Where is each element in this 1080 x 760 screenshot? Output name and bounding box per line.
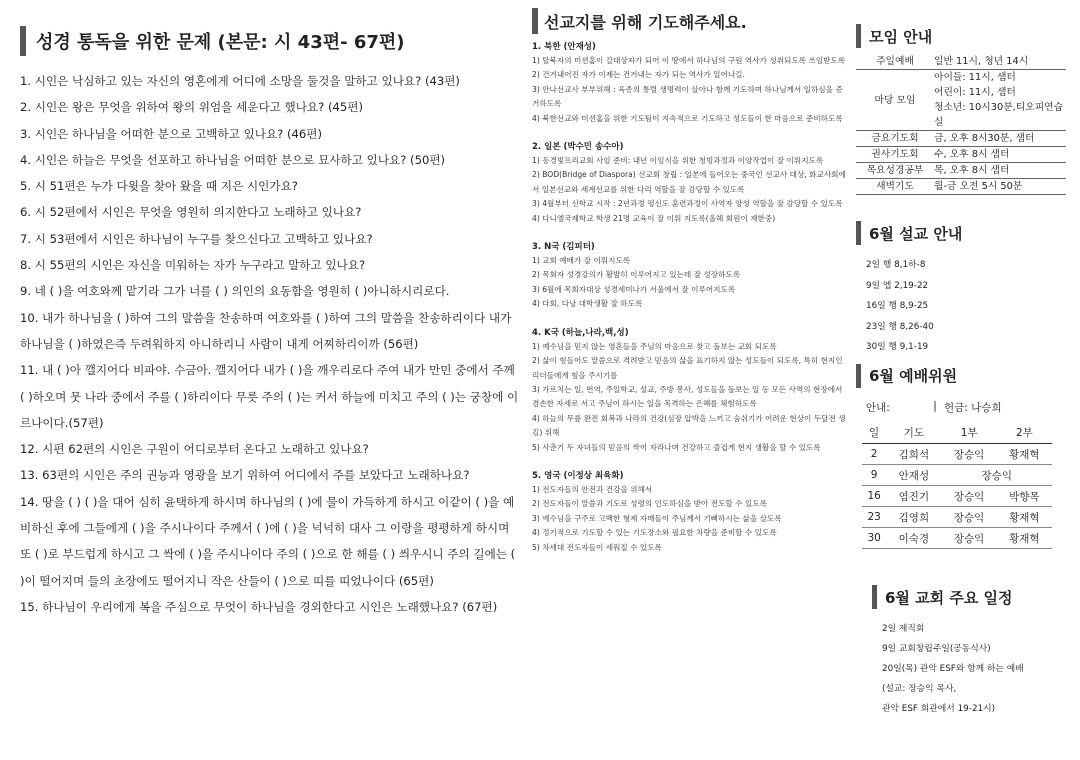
sermon-item: 9일 엡 2,19-22 <box>866 280 929 291</box>
officers-header-cell: 기도 <box>886 423 941 444</box>
prayer-item: 1) 전도자들의 안전과 건강을 위해서 <box>532 484 653 494</box>
questions-heading <box>20 26 520 56</box>
table-cell: 염진기 <box>886 486 941 507</box>
mission-region-title: 1. 북한 (안재성) <box>532 42 596 52</box>
prayer-item: 2) 전도자들이 말씀과 기도로 성령의 인도하심을 받아 전도할 수 있도록 <box>532 499 767 509</box>
prayer-item: 4) 하늘의 무릎 완전 회복과 나라의 건강(심장 압박을 느끼고 숨쉬기가 어려운 현상이 두달전 생김) 위해 <box>532 413 846 438</box>
questions-title: 성경 통독을 위한 문제 (본문: 시 43편- 67편) <box>36 32 405 53</box>
mission-region-title: 5. 영국 (이정상 최육화) <box>532 470 624 481</box>
meeting-detail-line: 목, 오후 8시 샘터 <box>934 165 1010 176</box>
prayer-item: 5) 사춘기 두 자녀들의 믿음의 싹이 자라나며 건강하고 즐겁게 현지 생활을 할 수 있도록 <box>532 442 821 452</box>
question-item: 7. 시 53편에서 시인은 하나님이 누구를 찾으신다고 고백하고 있나요? <box>20 231 373 246</box>
heading-bar <box>20 26 26 56</box>
mission-region <box>532 240 850 312</box>
officers-header-cell: 1부 <box>942 423 997 444</box>
meeting-name: 마당 모임 <box>874 94 916 106</box>
table-cell: 장승익 <box>942 444 997 465</box>
mission-region <box>532 40 850 126</box>
officers-heading <box>856 364 1066 388</box>
question-item: 2. 시인은 왕은 무엇을 위하여 왕의 위엄을 세운다고 했나요? (45편) <box>20 100 363 115</box>
meeting-name: 금요기도회 <box>871 133 919 144</box>
table-cell: 장승익 <box>942 507 997 528</box>
table-cell: 김희석 <box>886 444 941 465</box>
table-cell: 황재혁 <box>997 507 1052 528</box>
table-cell: 장승익 <box>942 486 997 507</box>
prayer-item: 2) 목회자 성경강의가 활발히 이루어지고 있는데 잘 성장하도록 <box>532 270 741 280</box>
heading-bar <box>856 24 861 48</box>
table-cell: 황재혁 <box>997 444 1052 465</box>
mission-list <box>532 40 850 555</box>
meeting-detail-line: 일반 11시, 청년 14시 <box>934 56 1029 67</box>
officers-summary <box>856 400 1066 415</box>
question-item: 10. 내가 하나님을 ( )하여 그의 말씀을 찬송하며 여호와를 ( )하여 그의 말씀을 찬송하리이다 내가 하나님을 ( )하였은즉 두려워하지 아니하리니 사람이 내게 어찌하리이까 (56편) <box>20 310 512 351</box>
sermons-heading <box>856 221 1066 245</box>
mission-region <box>532 469 850 555</box>
meeting-name: 새벽기도 <box>876 181 914 192</box>
officers-header-cell: 2부 <box>997 423 1052 444</box>
sermons-title: 6월 설교 안내 <box>869 224 963 243</box>
meeting-name: 권사기도회 <box>871 149 919 160</box>
mission-region-title: 3. N국 (김피터) <box>532 242 595 253</box>
question-item: 4. 시인은 하늘은 무엇을 선포하고 하나님을 어떠한 분으로 묘사하고 있나요? (50편) <box>20 152 446 167</box>
heading-bar <box>856 221 861 245</box>
meeting-heading <box>856 24 1066 48</box>
prayer-item: 3) 예수님을 구주로 고백한 형제 자매들이 주님께서 기뻐하시는 삶을 살도록 <box>532 513 782 523</box>
event-item: 20일(목) 관악 ESF와 함께 하는 예배 <box>882 664 1024 674</box>
table-cell: 안재성 <box>886 465 941 486</box>
meeting-detail <box>934 147 1066 162</box>
table-row <box>862 486 1052 507</box>
question-item: 9. 네 ( )을 여호와께 맡기라 그가 너를 ( ) 의인의 요동함을 영원히 ( )아니하시리로다. <box>20 284 450 299</box>
sermon-list <box>856 255 1066 358</box>
officers-header-row <box>862 423 1052 444</box>
heading-bar <box>532 8 538 34</box>
prayer-item: 1) 동경빛프리교회 사임 준비: 내년 이임식을 위한 청빙과정과 이양작업이 잘 이뤄지도록 <box>532 156 824 166</box>
meeting-detail <box>934 70 1066 130</box>
mission-section <box>532 8 850 555</box>
prayer-item: 1) 탈북자의 미션홈이 갈대상자가 되어 이 땅에서 하나님의 구원 역사가 성취되도록 쓰임받도록 <box>532 56 846 65</box>
meeting-detail <box>934 131 1066 146</box>
prayer-item: 3) 4월부터 신학교 시작 : 2년과정 평신도 훈련과정이 사역자 양성 역할을 잘 감당할 수 있도록 <box>532 199 843 209</box>
officers-table <box>862 423 1052 550</box>
table-cell: 김영희 <box>886 507 941 528</box>
prayer-item: 3) 안나선교사 부부위해 : 육종의 통렬 생명력이 살아나 함께 기도하며 하나님께서 일하심을 증거하도록 <box>532 84 843 109</box>
questions-section <box>20 26 520 620</box>
table-cell: 30 <box>862 528 886 549</box>
prayer-item: 1) 교회 예배가 잘 이뤄지도록 <box>532 256 631 266</box>
prayer-item: 3) 6월에 목회자대상 성경세미나가 서울에서 잘 이루어지도록 <box>532 284 736 294</box>
sermon-item: 30일 행 9,1-19 <box>866 342 929 352</box>
table-cell: 박향목 <box>997 486 1052 507</box>
question-item: 3. 시인은 하나님을 어떠한 분으로 고백하고 있나요? (46편) <box>20 126 323 141</box>
prayer-item: 2) BOD(Bridge of Diaspora) 선교회 창립 : 일본에 들어오는 중국인 선교사 대상, 화교사회에서 일본선교와 세계선교를 위한 다리 역할을 잘 감당할 수 있도록 <box>532 170 846 194</box>
events-title: 6월 교회 주요 일정 <box>885 588 1013 607</box>
meeting-name: 주일예배 <box>876 56 914 67</box>
meeting-row <box>856 54 1066 70</box>
meeting-row <box>856 131 1066 147</box>
events-heading <box>872 585 1066 609</box>
meeting-table <box>856 54 1066 195</box>
event-item: (설교: 장승익 목사, <box>882 684 957 694</box>
table-cell: 장승익 <box>942 465 1053 486</box>
table-cell: 이숙경 <box>886 528 941 549</box>
prayer-item: 4) 정기적으로 기도할 수 있는 기도장소와 필요한 차량을 준비할 수 있도록 <box>532 528 777 538</box>
meeting-detail-line: 청소년: 10시30분,티오피연습실 <box>934 102 1064 128</box>
event-item: 9일 교회창립주일(공동식사) <box>882 644 991 654</box>
mission-region <box>532 140 850 226</box>
question-item: 15. 하나님이 우리에게 복을 주심으로 무엇이 하나님을 경외한다고 시인은 노래했나요? (67편) <box>20 599 498 614</box>
question-list <box>20 68 520 620</box>
officers-title: 6월 예배위원 <box>869 367 958 385</box>
prayer-item: 1) 예수님을 믿지 않는 영혼들을 주님의 마음으로 찾고 돌보는 교회 되도록 <box>532 341 777 351</box>
table-row <box>862 528 1052 549</box>
table-cell: 16 <box>862 486 886 507</box>
table-cell: 9 <box>862 465 886 486</box>
meeting-row <box>856 163 1066 179</box>
officers-header-cell: 일 <box>862 423 886 444</box>
event-item: 2일 제직회 <box>882 624 925 634</box>
meeting-detail-line: 어린이: 11시, 샘터 <box>934 87 1016 98</box>
table-cell: 황재혁 <box>997 528 1052 549</box>
table-cell: 23 <box>862 507 886 528</box>
meeting-detail-line: 금, 오후 8시30분, 샘터 <box>934 133 1035 144</box>
prayer-item: 3) 가르치는 일, 번역, 주일학교, 설교, 주방 봉사, 성도들을 돌보는 일 등 모든 사역의 현장에서 겸손한 자세로 서고 주님이 하시는 일을 목격하는 은혜를 체험하도록 <box>532 384 843 409</box>
event-item: 관악 ESF 회관에서 19-21시) <box>882 704 996 714</box>
question-item: 13. 63편의 시인은 주의 권능과 영광을 보기 위하여 어디에서 주를 보았다고 노래하나요? <box>20 468 470 483</box>
meeting-row <box>856 70 1066 131</box>
prayer-item: 4) 다회, 다낭 대학생활 잘 하도록 <box>532 299 643 309</box>
mission-region-title: 2. 일본 (박수민 송수아) <box>532 142 624 153</box>
meeting-detail <box>934 54 1066 69</box>
meeting-detail-line: 수, 오후 8시 샘터 <box>934 149 1010 160</box>
guide-label: 안내: <box>866 401 890 414</box>
sermon-item: 16일 행 8,9-25 <box>866 301 929 311</box>
meeting-detail-line: 아이들: 11시, 샘터 <box>934 72 1016 83</box>
event-list <box>856 619 1066 719</box>
question-item: 1. 시인은 낙심하고 있는 자신의 영혼에게 어디에 소망을 둘것을 말하고 있나요? (43편) <box>20 74 460 88</box>
mission-heading <box>532 8 850 34</box>
mission-region <box>532 326 850 455</box>
question-item: 12. 시편 62편의 시인은 구원이 어디로부터 온다고 노래하고 있나요? <box>20 442 369 457</box>
sermon-item: 23일 행 8,26-40 <box>866 321 934 332</box>
separator: | <box>933 399 937 412</box>
prayer-item: 2) 건겨내어진 자가 이제는 건겨내는 자가 되는 역사가 일어나길. <box>532 70 745 80</box>
table-row <box>862 465 1052 486</box>
heading-bar <box>856 364 861 388</box>
table-row <box>862 444 1052 465</box>
meeting-detail-line: 월-금 오전 5시 50분 <box>934 181 1023 192</box>
mission-region-title: 4. K국 (하늘,나라,백,성) <box>532 327 629 338</box>
meeting-row <box>856 179 1066 195</box>
sermon-item: 2일 행 8,1하-8 <box>866 260 926 270</box>
meeting-row <box>856 147 1066 163</box>
question-item: 5. 시 51편은 누가 다윗을 찾아 왔을 때 지은 시인가요? <box>20 179 298 194</box>
table-cell: 2 <box>862 444 886 465</box>
meeting-detail <box>934 163 1066 178</box>
offering-label: 헌금: 나승희 <box>944 401 1002 414</box>
question-item: 8. 시 55편의 시인은 자신을 미워하는 자가 누구라고 말하고 있나요? <box>20 258 366 273</box>
table-row <box>862 507 1052 528</box>
sidebar <box>856 24 1066 719</box>
meeting-title: 모임 안내 <box>869 27 933 46</box>
question-item: 11. 내 ( )아 깰지어다 비파야. 수금아. 깰지어다 내가 ( )을 깨우리로다 주여 내가 만민 중에서 주께 ( )하오며 뭇 나라 중에서 주를 ( )하리이다 무릇 주의 ( )는 커서 하늘에 미치고 주의 ( )는 궁창에 이르나이다.(57편) <box>20 363 519 430</box>
table-cell: 장승익 <box>942 528 997 549</box>
meeting-detail <box>934 179 1066 194</box>
meeting-name: 목요성경공부 <box>866 165 924 176</box>
heading-bar <box>872 585 877 609</box>
mission-title: 선교지를 위해 기도해주세요. <box>544 12 747 32</box>
prayer-item: 5) 차세대 전도자들이 세워질 수 있도록 <box>532 542 662 552</box>
question-item: 14. 땅을 ( ) ( )을 대어 심히 윤택하게 하시며 하나님의 ( )에 물이 가득하게 하시고 이같이 ( )을 예비하신 후에 그들에게 ( )을 주시나이다 주께서 ( )에 ( )을 넉넉히 대사 그 이랑을 평평하게 하시며 또 ( )로 부드럽게 하시고 그 싹에 ( )을 주시나이다 주의 ( )으로 한 해를 ( ) 씌우시니 주의 길에는 ( )이 떨어지며 들의 초장에도 떨어지니 작은 산들이 ( )으로 띠를 띠었나이다 (65편) <box>20 494 516 588</box>
prayer-item: 2) 삶이 힘들어도 말씀으로 격려받고 믿음의 삶을 표기하지 않는 성도들이 되도록, 특히 현지인 리더들에게 힘을 주시기를 <box>532 356 843 380</box>
question-item: 6. 시 52편에서 시인은 무엇을 영원히 의지한다고 노래하고 있나요? <box>20 205 362 220</box>
prayer-item: 4) 북한선교와 미션홈을 위한 기도팀이 지속적으로 기도하고 성도들이 한 마음으로 준비하도록 <box>532 113 843 123</box>
prayer-item: 4) 다니엘국제학교 학생 21명 교육이 잘 이뤄 지도록(올해 회원이 재한중) <box>532 213 776 223</box>
